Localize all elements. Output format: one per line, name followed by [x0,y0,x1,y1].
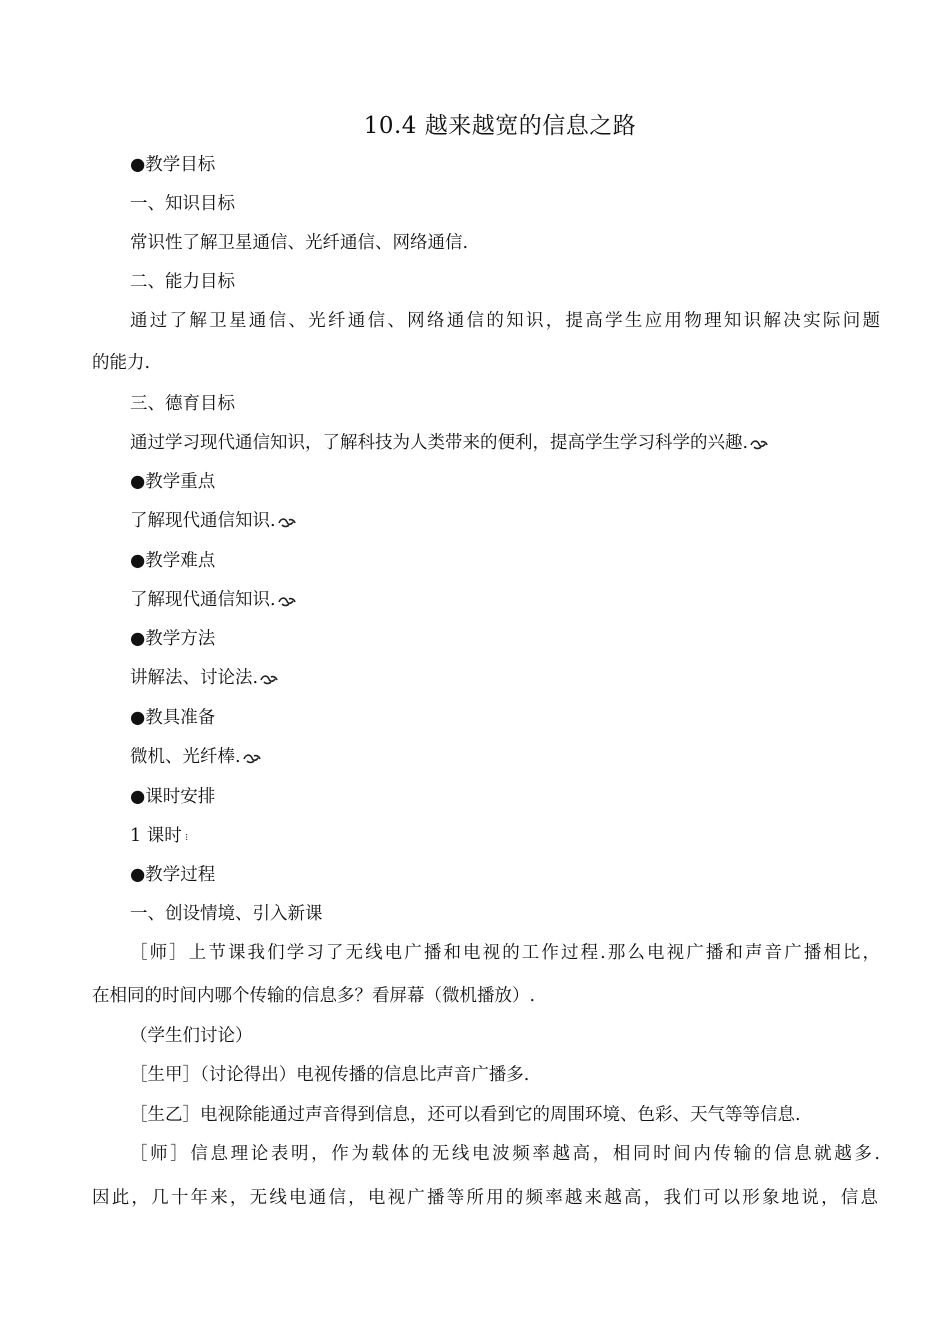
subheading-moral-goal: 三、德育目标 [130,394,235,414]
paragraph-schedule-text: 1 课时 [130,826,182,846]
paragraph-knowledge-goal: 常识性了解卫星通信、光纤通信、网络通信. [130,233,469,253]
ink-mark-icon [749,438,769,450]
paragraph-teacher-2-line1: ［师］信息理论表明，作为载体的无线电波频率越高，相同时间内传输的信息就越多. [130,1144,880,1164]
paragraph-students-discuss: （学生们讨论） [130,1026,253,1046]
paragraph-schedule [0,823,950,849]
ink-mark-icon [242,752,262,764]
ink-mark-icon [277,516,297,528]
paragraph-student-b: ［生乙］电视除能通过声音得到信息，还可以看到它的周围环境、色彩、天气等等信息. [130,1105,801,1125]
paragraph-teacher-1-line2: 在相同的时间内哪个传输的信息多？看屏幕（微机播放）. [92,986,536,1006]
document-title: 10.4 越来越宽的信息之路 [363,113,637,139]
ink-mark-icon [259,673,279,685]
section-heading-difficulties: ●教学难点 [130,551,216,571]
section-heading-methods: ●教学方法 [130,629,216,649]
paragraph-tools [0,744,950,770]
dotted-mark-icon [183,831,195,843]
section-heading-teaching-goals: ●教学目标 [130,155,216,175]
paragraph-moral-goal [0,430,950,456]
paragraph-methods [0,665,950,691]
paragraph-key-points-text: 了解现代通信知识. [130,511,276,531]
paragraph-difficulties-text: 了解现代通信知识. [130,590,276,610]
section-heading-key-points: ●教学重点 [130,472,216,492]
paragraph-student-a: ［生甲］（讨论得出）电视传播的信息比声音广播多. [130,1065,530,1085]
paragraph-tools-text: 微机、光纤棒. [130,747,241,767]
paragraph-teacher-1-line1: ［师］上节课我们学习了无线电广播和电视的工作过程.那么电视广播和声音广播相比， [130,943,880,963]
paragraph-ability-goal-line1: 通过了解卫星通信、光纤通信、网络通信的知识，提高学生应用物理知识解决实际问题 [130,311,880,331]
paragraph-moral-goal-text: 通过学习现代通信知识，了解科技为人类带来的便利，提高学生学习科学的兴趣. [130,433,749,453]
section-heading-process: ●教学过程 [130,865,216,885]
paragraph-ability-goal-line2: 的能力. [92,353,151,373]
subheading-ability-goal: 二、能力目标 [130,272,235,292]
paragraph-teacher-2-line2: 因此，几十年来，无线电通信，电视广播等所用的频率越来越高，我们可以形象地说，信息 [92,1188,878,1208]
section-heading-schedule: ●课时安排 [130,787,216,807]
paragraph-methods-text: 讲解法、讨论法. [130,668,259,688]
subheading-knowledge-goal: 一、知识目标 [130,194,235,214]
paragraph-difficulties [0,587,950,613]
ink-mark-icon [277,595,297,607]
section-heading-tools: ●教具准备 [130,708,216,728]
subheading-introduction: 一、创设情境、引入新课 [130,904,323,924]
paragraph-key-points [0,508,950,534]
